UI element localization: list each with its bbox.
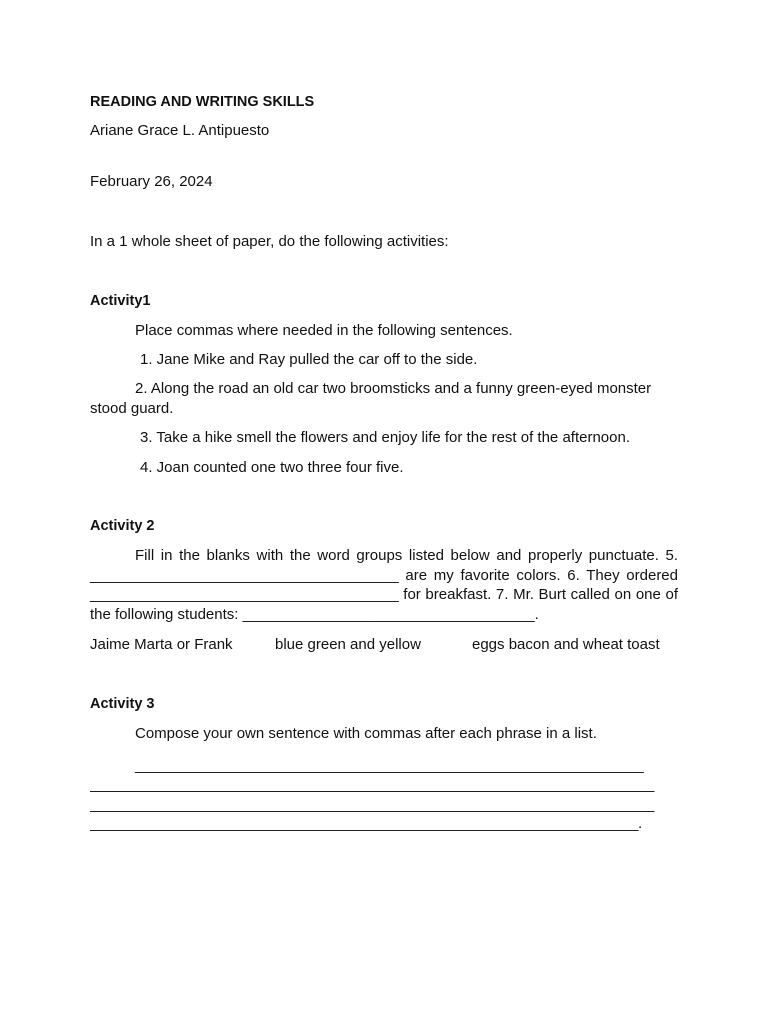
general-instruction: In a 1 whole sheet of paper, do the following activities: <box>90 233 449 250</box>
word-group: blue green and yellow <box>275 636 421 653</box>
word-group: eggs bacon and wheat toast <box>472 636 660 653</box>
answer-line: ________________________________________________________________ <box>135 756 644 774</box>
answer-line: _______________________________________________________________________ <box>90 795 654 813</box>
activity3-heading: Activity 3 <box>90 696 155 712</box>
activity2-paragraph: Fill in the blanks with the word groups listed below and properly punctuate. 5. _____________________________________ are my favorite colors. 6. They ordered _____________________________________ for breakfast. 7. Mr. Burt called on one of the following students: ___________________________________. <box>90 547 678 623</box>
answer-line: _____________________________________________________________________. <box>90 815 642 832</box>
activity1-heading: Activity1 <box>90 293 151 309</box>
word-group-list <box>90 635 678 655</box>
author-name: Ariane Grace L. Antipuesto <box>90 122 270 139</box>
activity1-item: 3. Take a hike smell the flowers and enjoy life for the rest of the afternoon. <box>140 429 630 446</box>
document-title: READING AND WRITING SKILLS <box>90 94 315 110</box>
activity1-item: 4. Joan counted one two three four five. <box>140 458 404 476</box>
activity1-prompt: Place commas where needed in the following sentences. <box>135 322 513 339</box>
answer-line: _______________________________________________________________________ <box>90 776 654 793</box>
answer-lines <box>90 756 678 834</box>
activity1-item: 1. Jane Mike and Ray pulled the car off to the side. <box>140 350 478 368</box>
activity2-heading: Activity 2 <box>90 518 155 534</box>
activity1-item: 2. Along the road an old car two broomsticks and a funny green-eyed monster stood guard. <box>90 380 652 417</box>
word-group: Jaime Marta or Frank <box>90 636 233 653</box>
activity3-prompt: Compose your own sentence with commas after each phrase in a list. <box>135 725 597 742</box>
document-date: February 26, 2024 <box>90 173 213 190</box>
